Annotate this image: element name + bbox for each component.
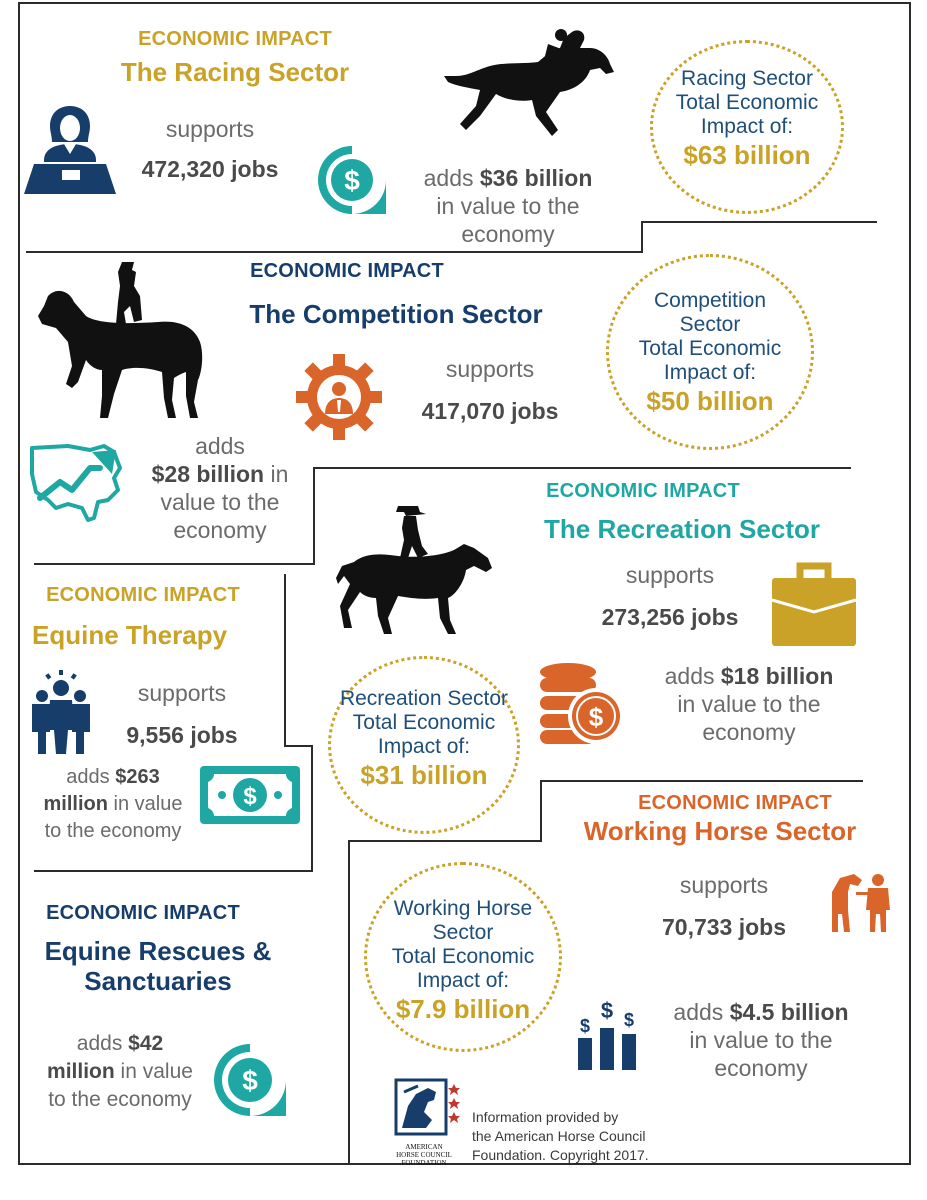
working-title: Working Horse Sector [583, 816, 857, 846]
usa-map-growth-icon [28, 438, 128, 526]
svg-text:$: $ [623, 1010, 635, 1030]
footer-line1: Information provided by [472, 1109, 619, 1125]
racing-eyebrow: ECONOMIC IMPACT [138, 28, 332, 50]
group-people-icon [28, 670, 94, 756]
recreation-circle-line3: Impact of: [377, 735, 471, 758]
dollar-speech-bubble-icon [314, 142, 390, 218]
coins-dollar-icon [536, 662, 626, 746]
divider-racing [26, 251, 643, 253]
therapy-eyebrow: ECONOMIC IMPACT [46, 584, 240, 606]
briefcase-icon [770, 560, 858, 648]
racehorse-jockey-icon [440, 26, 620, 144]
therapy-supports-label: supports [137, 680, 227, 706]
therapy-adds-text [28, 764, 198, 845]
divider-therapy-vertical [284, 574, 286, 746]
working-adds-amount: $4.5 billion [729, 999, 849, 1025]
rescues-title-line1: Equine Rescues & [44, 936, 272, 966]
competition-title: The Competition Sector [249, 299, 543, 329]
footer-credit [472, 1108, 672, 1165]
competition-supports-label: supports [445, 356, 535, 382]
recreation-eyebrow: ECONOMIC IMPACT [546, 480, 740, 502]
rescues-adds-post-2: to the economy [48, 1088, 192, 1111]
working-adds-text [656, 998, 866, 1082]
working-circle-line1: Working Horse [393, 897, 533, 920]
working-adds-post-2: economy [714, 1055, 808, 1081]
working-jobs: 70,733 jobs [661, 914, 787, 940]
racing-circle-line2: Total Economic [675, 91, 819, 114]
working-supports-label: supports [679, 872, 769, 898]
divider-therapy-vertical2 [311, 745, 313, 871]
dollar-bars-chart-icon [576, 996, 640, 1072]
horse-handler-icon [828, 870, 894, 934]
divider-working-step [540, 780, 542, 842]
rescues-adds-pre: adds [76, 1032, 129, 1055]
recreation-supports-label: supports [625, 562, 715, 588]
competition-adds-pre: adds [195, 433, 245, 459]
racing-adds-amount: $36 billion [479, 165, 593, 191]
logo-text-3: FOUNDATION [401, 1159, 447, 1167]
dressage-horse-icon [38, 262, 208, 422]
competition-circle-line3: Total Economic [638, 337, 782, 360]
logo-text-1: AMERICAN [405, 1143, 443, 1151]
competition-circle-line1: Competition [653, 289, 767, 312]
racing-circle-value: $63 billion [683, 140, 811, 170]
competition-adds-post-2: economy [173, 517, 267, 543]
recreation-adds-pre: adds [664, 663, 721, 689]
working-circle-value: $7.9 billion [395, 994, 531, 1024]
competition-total-circle [606, 254, 814, 450]
working-total-circle [364, 862, 562, 1052]
divider-competition [313, 467, 851, 469]
divider-racing-step [641, 221, 643, 253]
dollar-bill-icon [200, 766, 300, 824]
recreation-circle-value: $31 billion [360, 760, 488, 790]
dollar-speech-bubble-icon-2 [210, 1040, 290, 1120]
racing-total-circle [650, 40, 844, 214]
divider-therapy-step [284, 745, 313, 747]
horse-head-logo-icon [394, 1078, 462, 1138]
competition-adds-post-1: value to the [160, 489, 280, 515]
rescues-adds-amount: $42 [128, 1032, 164, 1055]
working-circle-line2: Sector [432, 921, 494, 944]
racing-supports-label: supports [165, 116, 255, 142]
divider-working-mid [348, 840, 542, 842]
recreation-circle-line2: Total Economic [352, 711, 496, 734]
working-circle-line3: Total Economic [391, 945, 535, 968]
svg-text:$: $ [243, 783, 257, 810]
working-circle-line4: Impact of: [416, 969, 510, 992]
divider-working-top [540, 780, 863, 782]
racing-adds-text [408, 164, 608, 248]
divider-therapy-bottom [34, 870, 313, 872]
therapy-adds-amount: $263 [115, 766, 160, 788]
competition-circle-line4: Impact of: [663, 361, 757, 384]
therapy-jobs: 9,556 jobs [126, 722, 238, 748]
competition-adds-text [140, 432, 300, 544]
recreation-circle-line1: Recreation Sector [339, 687, 509, 710]
competition-circle-line2: Sector [679, 313, 741, 336]
office-worker-icon [22, 104, 118, 196]
recreation-jobs: 273,256 jobs [601, 604, 739, 630]
recreation-adds-post-1: in value to the [677, 691, 821, 717]
svg-text:$: $ [344, 165, 360, 196]
therapy-adds-post-1: in value [107, 793, 183, 815]
rescues-title-line2: Sanctuaries [84, 966, 232, 996]
competition-circle-value: $50 billion [646, 386, 774, 416]
competition-adds-amount: $28 billion [151, 461, 265, 487]
footer-line3: Foundation. Copyright 2017. [472, 1147, 649, 1163]
competition-eyebrow: ECONOMIC IMPACT [250, 260, 444, 282]
rescues-adds-text [30, 1030, 210, 1114]
competition-jobs: 417,070 jobs [421, 398, 559, 424]
racing-jobs: 472,320 jobs [141, 156, 279, 182]
racing-adds-pre: adds [423, 165, 480, 191]
racing-adds-post-2: economy [461, 221, 555, 247]
divider-racing-right [641, 221, 877, 223]
svg-text:$: $ [600, 998, 614, 1023]
trail-horse-rider-icon [336, 500, 496, 640]
svg-text:$: $ [579, 1016, 591, 1036]
svg-text:$: $ [588, 702, 604, 732]
working-adds-pre: adds [673, 999, 730, 1025]
racing-circle-line3: Impact of: [700, 115, 794, 138]
divider-competition-step [313, 467, 315, 564]
rescues-eyebrow: ECONOMIC IMPACT [46, 902, 240, 924]
recreation-title: The Recreation Sector [544, 514, 820, 544]
therapy-adds-amount2: million [43, 793, 108, 815]
svg-text:$: $ [242, 1065, 258, 1096]
racing-adds-post-1: in value to the [436, 193, 580, 219]
recreation-total-circle [328, 656, 520, 834]
working-adds-post-1: in value to the [689, 1027, 833, 1053]
competition-adds-in: in [264, 461, 289, 487]
rescues-adds-post-1: in value [114, 1060, 193, 1083]
divider-competition-left [34, 563, 315, 565]
logo-text-2: HORSE COUNCIL [396, 1151, 452, 1159]
recreation-adds-text [646, 662, 852, 746]
gear-person-icon [296, 354, 382, 440]
footer-line2: the American Horse Council [472, 1128, 646, 1144]
racing-title: The Racing Sector [120, 57, 350, 87]
therapy-title: Equine Therapy [32, 620, 228, 650]
rescues-adds-amount2: million [47, 1060, 115, 1083]
therapy-adds-pre: adds [66, 766, 116, 788]
racing-circle-line1: Racing Sector [681, 67, 813, 90]
divider-working-vertical [348, 840, 350, 1165]
working-eyebrow: ECONOMIC IMPACT [638, 792, 832, 814]
recreation-adds-amount: $18 billion [720, 663, 834, 689]
recreation-adds-post-2: economy [702, 719, 796, 745]
ahc-foundation-logo [394, 1078, 462, 1166]
therapy-adds-post-2: to the economy [44, 820, 182, 842]
